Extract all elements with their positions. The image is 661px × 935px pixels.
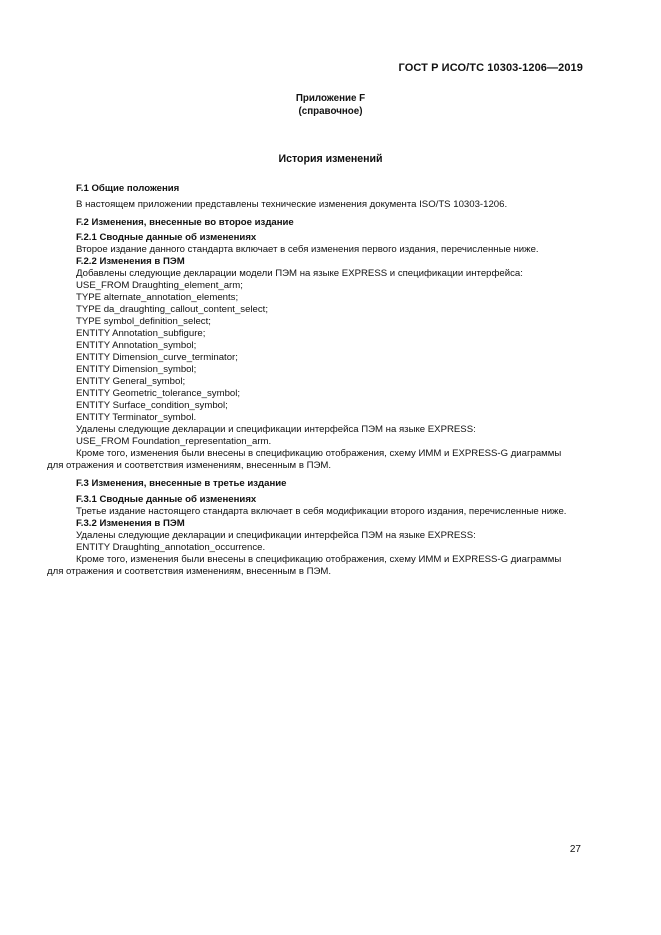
- paragraph-line: ENTITY Terminator_symbol.: [76, 412, 197, 423]
- paragraph-line: USE_FROM Foundation_representation_arm.: [76, 436, 272, 447]
- paragraph-line: ENTITY Dimension_symbol;: [76, 364, 197, 375]
- paragraph-line: ENTITY Surface_condition_symbol;: [76, 400, 228, 411]
- section-heading: F.3 Изменения, внесенные в третье издание: [76, 478, 287, 489]
- section-heading: F.2.1 Сводные данные об изменениях: [76, 232, 257, 243]
- section-title: История изменений: [278, 153, 383, 165]
- paragraph-line: Кроме того, изменения были внесены в спецификацию отображения, схему ИММ и EXPRESS-G диаграммы: [76, 448, 562, 459]
- paragraph-line: Удалены следующие декларации и спецификации интерфейса ПЭМ на языке EXPRESS:: [76, 424, 476, 435]
- paragraph-line: Удалены следующие декларации и спецификации интерфейса ПЭМ на языке EXPRESS:: [76, 530, 476, 541]
- paragraph-line: Третье издание настоящего стандарта включает в себя модификации второго издания, перечисленные ниже.: [76, 506, 567, 517]
- annex-subtitle: (справочное): [298, 106, 363, 117]
- paragraph-line: TYPE da_draughting_callout_content_select;: [76, 304, 269, 315]
- paragraph-line: ENTITY Annotation_symbol;: [76, 340, 197, 351]
- paragraph-line: для отражения и соответствия изменениям, внесенным в ПЭМ.: [47, 460, 332, 471]
- annex-title: Приложение F: [295, 93, 366, 104]
- paragraph-line: Кроме того, изменения были внесены в спецификацию отображения, схему ИММ и EXPRESS-G диаграммы: [76, 554, 562, 565]
- paragraph-line: USE_FROM Draughting_element_arm;: [76, 280, 243, 291]
- section-heading: F.3.2 Изменения в ПЭМ: [76, 518, 185, 529]
- paragraph-line: ENTITY General_symbol;: [76, 376, 186, 387]
- standard-designation: ГОСТ Р ИСО/ТС 10303-1206—2019: [398, 62, 583, 74]
- section-heading: F.2 Изменения, внесенные во второе издание: [76, 217, 294, 228]
- paragraph-line: ENTITY Annotation_subfigure;: [76, 328, 206, 339]
- paragraph-line: TYPE alternate_annotation_elements;: [76, 292, 239, 303]
- paragraph-line: Добавлены следующие декларации модели ПЭМ на языке EXPRESS и спецификации интерфейса:: [76, 268, 523, 279]
- paragraph-line: ENTITY Dimension_curve_terminator;: [76, 352, 238, 363]
- paragraph-line: TYPE symbol_definition_select;: [76, 316, 211, 327]
- paragraph-line: Второе издание данного стандарта включает в себя изменения первого издания, перечисленные ниже.: [76, 244, 539, 255]
- paragraph-line: для отражения и соответствия изменениям, внесенным в ПЭМ.: [47, 566, 332, 577]
- paragraph-line: ENTITY Draughting_annotation_occurrence.: [76, 542, 266, 553]
- section-heading: F.3.1 Сводные данные об изменениях: [76, 494, 257, 505]
- paragraph-line: ENTITY Geometric_tolerance_symbol;: [76, 388, 241, 399]
- page-number: 27: [569, 844, 581, 855]
- section-heading: F.1 Общие положения: [76, 183, 180, 194]
- section-heading: F.2.2 Изменения в ПЭМ: [76, 256, 185, 267]
- paragraph-line: В настоящем приложении представлены технические изменения документа ISO/TS 10303-1206.: [76, 199, 508, 210]
